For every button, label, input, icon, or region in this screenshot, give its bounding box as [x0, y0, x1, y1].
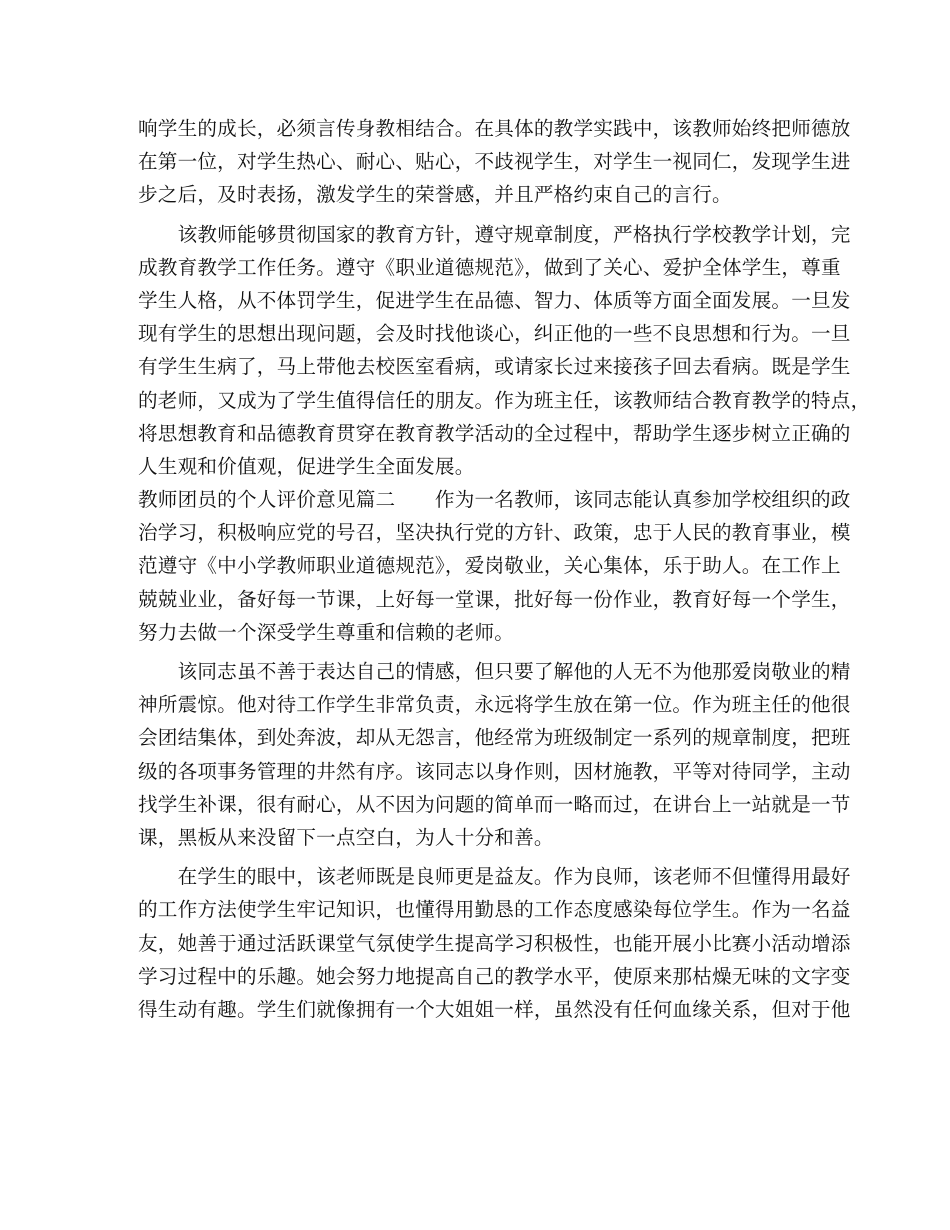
text-line: 该教师能够贯彻国家的教育方针，遵守规章制度，严格执行学校教学计划，完: [138, 222, 851, 246]
text-line: 会团结集体，到处奔波，却从无怨言，他经常为班级制定一系列的规章制度，把班: [138, 726, 851, 750]
text-line: 友，她善于通过活跃课堂气氛使学生提高学习积极性，也能开展小比赛小活动增添: [138, 931, 851, 955]
text-line: 级的各项事务管理的井然有序。该同志以身作则，因材施教，平等对待同学，主动: [138, 759, 851, 783]
text-line: 兢兢业业，备好每一节课，上好每一堂课，批好每一份作业，教育好每一个学生，: [138, 587, 851, 611]
text-line: 教师团员的个人评价意见篇二 作为一名教师，该同志能认真参加学校组织的政: [138, 488, 851, 512]
text-line: 成教育教学工作任务。遵守《职业道德规范》，做到了关心、爱护全体学生，尊重: [138, 255, 841, 279]
text-line: 得生动有趣。学生们就像拥有一个大姐姐一样，虽然没有任何血缘关系，但对于他: [138, 997, 851, 1021]
text-line: 努力去做一个深受学生尊重和信赖的老师。: [138, 620, 515, 644]
text-line: 的老师，又成为了学生值得信任的朋友。作为班主任，该教师结合教育教学的特点，: [138, 388, 871, 412]
text-line: 步之后，及时表扬，激发学生的荣誉感，并且严格约束自己的言行。: [138, 183, 732, 207]
text-line: 现有学生的思想出现问题，会及时找他谈心，纠正他的一些不良思想和行为。一旦: [138, 322, 851, 346]
text-line: 在第一位，对学生热心、耐心、贴心，不歧视学生，对学生一视同仁，发现学生进: [138, 150, 851, 174]
text-line: 有学生生病了，马上带他去校医室看病，或请家长过来接孩子回去看病。既是学生: [138, 355, 851, 379]
text-line: 人生观和价值观，促进学生全面发展。: [138, 454, 475, 478]
text-line: 范遵守《中小学教师职业道德规范》，爱岗敬业，关心集体，乐于助人。在工作上: [138, 554, 841, 578]
text-line: 响学生的成长，必须言传身教相结合。在具体的教学实践中，该教师始终把师德放: [138, 117, 851, 140]
text-line: 的工作方法使学生牢记知识，也懂得用勤恳的工作态度感染每位学生。作为一名益: [138, 898, 851, 922]
text-line: 治学习，积极响应党的号召，坚决执行党的方针、政策，忠于人民的教育事业，模: [138, 521, 851, 545]
text-line: 该同志虽不善于表达自己的情感，但只要了解他的人无不为他那爱岗敬业的精: [138, 660, 851, 683]
text-line: 学生人格，从不体罚学生，促进学生在品德、智力、体质等方面全面发展。一旦发: [138, 288, 851, 312]
text-line: 将思想教育和品德教育贯穿在教育教学活动的全过程中，帮助学生逐步树立正确的: [138, 421, 851, 445]
document-body: [138, 112, 871, 1026]
text-line: 神所震惊。他对待工作学生非常负责，永远将学生放在第一位。作为班主任的他很: [138, 693, 851, 717]
text-line: 学习过程中的乐趣。她会努力地提高自己的教学水平，使原来那枯燥无味的文字变: [138, 964, 851, 988]
text-line: 在学生的眼中，该老师既是良师更是益友。作为良师，该老师不但懂得用最好: [138, 865, 851, 889]
text-line: 找学生补课，很有耐心，从不因为问题的简单而一略而过，在讲台上一站就是一节: [138, 792, 851, 816]
text-line: 课，黑板从来没留下一点空白，为人十分和善。: [138, 825, 554, 849]
